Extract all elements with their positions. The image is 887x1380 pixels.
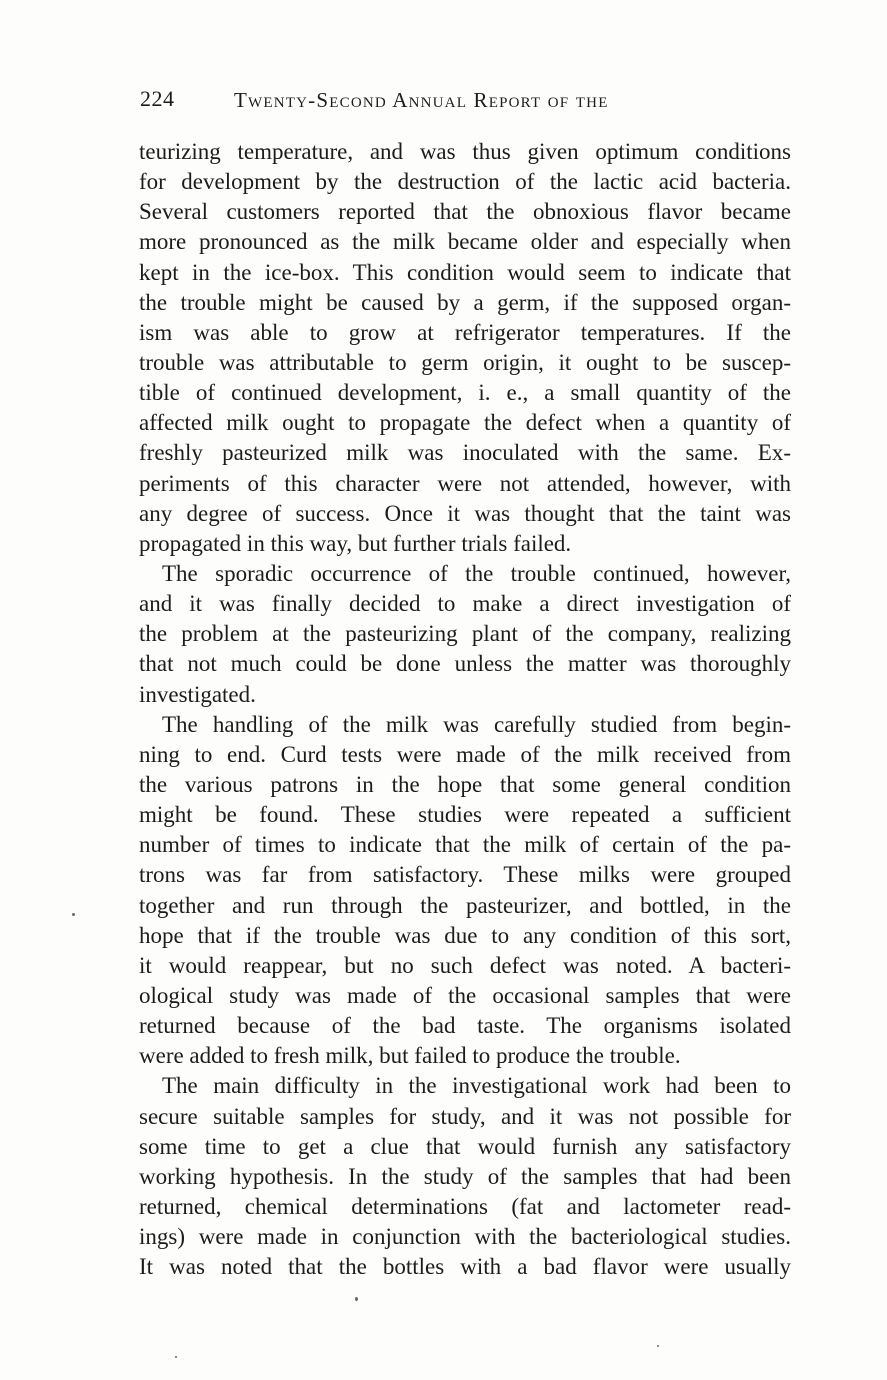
- paragraph: [139, 137, 791, 559]
- text-line: secure suitable samples for study, and it was not possible for: [139, 1103, 791, 1129]
- text-line: affected milk ought to propagate the defect when a quantity of: [139, 410, 791, 436]
- print-speck: [657, 1345, 659, 1347]
- text-line: any degree of success. Once it was thought that the taint was: [139, 500, 791, 526]
- text-line: The main difficulty in the investigational work had been to: [162, 1073, 791, 1099]
- text-line: the trouble might be caused by a germ, if the supposed organ-: [139, 289, 791, 315]
- text-line: working hypothesis. In the study of the samples that had been: [139, 1163, 791, 1189]
- text-line: It was noted that the bottles with a bad flavor were usually: [139, 1254, 791, 1280]
- text-line: teurizing temperature, and was thus given optimum conditions: [139, 139, 791, 164]
- paragraph: [139, 710, 791, 1072]
- page-header: [140, 86, 800, 120]
- print-speck: [175, 1356, 177, 1358]
- print-speck: [72, 913, 75, 916]
- text-line: investigated.: [139, 681, 256, 707]
- text-line: for development by the destruction of the lactic acid bacteria.: [139, 169, 791, 195]
- text-line: The sporadic occurrence of the trouble continued, however,: [162, 560, 791, 586]
- page-number: 224: [140, 86, 175, 111]
- text-line: kept in the ice-box. This condition would seem to indicate that: [139, 259, 791, 285]
- text-line: ning to end. Curd tests were made of the milk received from: [139, 741, 791, 767]
- text-line: the problem at the pasteurizing plant of the company, realizing: [139, 621, 791, 647]
- text-line: more pronounced as the milk became older and especially when: [139, 229, 791, 255]
- text-line: propagated in this way, but further trials failed.: [139, 530, 572, 556]
- text-line: that not much could be done unless the matter was thoroughly: [139, 651, 791, 677]
- text-line: Several customers reported that the obnoxious flavor became: [139, 199, 791, 225]
- text-line: returned, chemical determinations (fat and lactometer read-: [139, 1193, 791, 1219]
- paragraph: [139, 1071, 791, 1282]
- text-line: returned because of the bad taste. The organisms isolated: [139, 1013, 791, 1039]
- text-line: freshly pasteurized milk was inoculated with the same. Ex-: [139, 440, 791, 466]
- print-speck: [355, 1297, 358, 1301]
- text-line: together and run through the pasteurizer, and bottled, in the: [139, 892, 791, 918]
- text-line: were added to fresh milk, but failed to produce the trouble.: [139, 1043, 681, 1069]
- paragraph: [139, 559, 791, 710]
- text-line: might be found. These studies were repeated a sufficient: [139, 802, 791, 828]
- text-line: ings) were made in conjunction with the bacteriological studies.: [139, 1224, 791, 1250]
- text-line: trons was far from satisfactory. These milks were grouped: [139, 862, 791, 888]
- text-line: and it was finally decided to make a direct investigation of: [139, 591, 791, 617]
- text-line: The handling of the milk was carefully studied from begin-: [162, 711, 791, 737]
- text-line: it would reappear, but no such defect was noted. A bacteri-: [139, 952, 791, 978]
- body-text: [139, 137, 791, 1282]
- text-line: the various patrons in the hope that some general condition: [139, 771, 791, 797]
- text-line: trouble was attributable to germ origin, it ought to be suscep-: [139, 349, 791, 375]
- text-line: number of times to indicate that the milk of certain of the pa-: [139, 832, 791, 858]
- text-line: ism was able to grow at refrigerator temperatures. If the: [139, 319, 791, 345]
- text-line: hope that if the trouble was due to any condition of this sort,: [139, 922, 791, 948]
- running-title: Twenty-Second Annual Report of the: [234, 88, 609, 112]
- text-line: tible of continued development, i. e., a small quantity of the: [139, 380, 791, 406]
- text-line: ological study was made of the occasional samples that were: [139, 982, 791, 1008]
- text-line: periments of this character were not attended, however, with: [139, 470, 791, 496]
- text-line: some time to get a clue that would furnish any satisfactory: [139, 1133, 791, 1159]
